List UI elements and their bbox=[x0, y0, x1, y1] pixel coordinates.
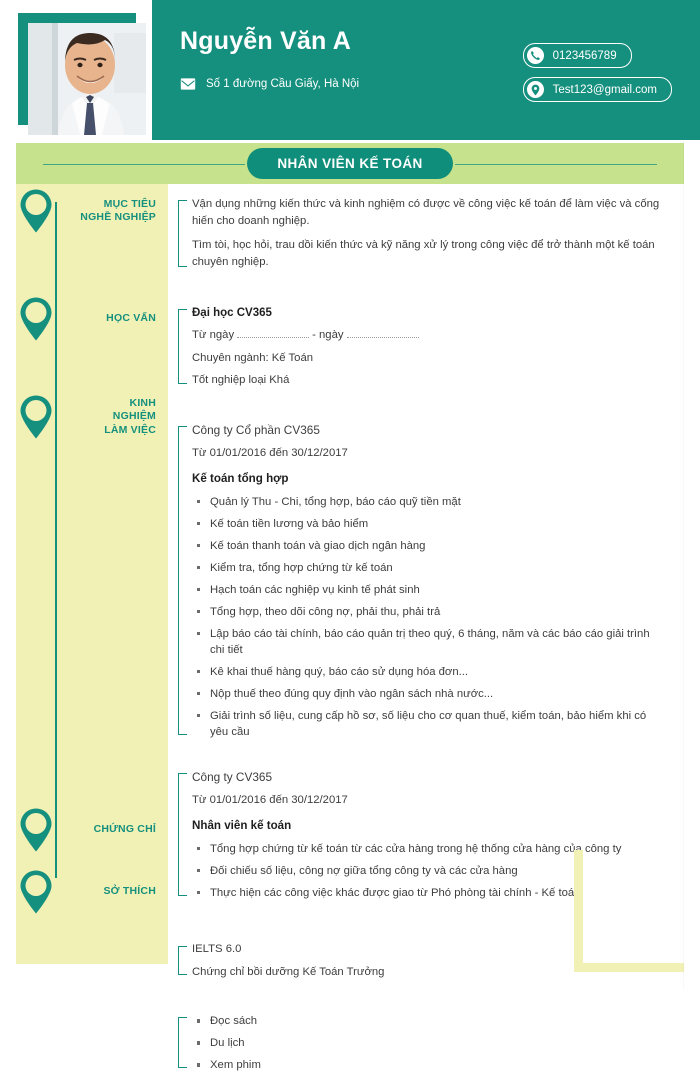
section-objective bbox=[176, 196, 666, 272]
map-pin-icon bbox=[16, 188, 56, 234]
experience-period: Từ 01/01/2016 đến 30/12/2017 bbox=[192, 446, 348, 459]
map-pin-icon bbox=[16, 296, 56, 342]
sidebar-item-education[interactable] bbox=[16, 296, 168, 342]
section-bracket bbox=[178, 200, 187, 267]
education-major: Chuyên ngành: Kế Toán bbox=[192, 351, 314, 364]
experience-duty-list bbox=[192, 494, 666, 740]
spacer bbox=[176, 743, 666, 769]
section-bracket bbox=[178, 773, 187, 896]
job-title: NHÂN VIÊN KẾ TOÁN bbox=[247, 148, 452, 180]
sidebar-item-label: KINH NGHIỆM LÀM VIỆC bbox=[104, 396, 156, 436]
sidebar-item-label: CHỨNG CHỈ bbox=[93, 823, 156, 836]
list-item: Quản lý Thu - Chi, tổng hợp, báo cáo quỹ tiền mặt bbox=[192, 494, 666, 510]
list-item: Du lịch bbox=[192, 1035, 666, 1051]
job-title-banner bbox=[16, 143, 684, 184]
cv-header bbox=[0, 0, 700, 140]
certificate-item: Chứng chỉ bồi dưỡng Kế Toán Trưởng bbox=[192, 965, 385, 978]
education-dates bbox=[192, 328, 666, 344]
spacer bbox=[176, 392, 666, 422]
certificate-item: IELTS 6.0 bbox=[192, 942, 242, 955]
phone-value: 0123456789 bbox=[552, 49, 617, 62]
experience-duty-list bbox=[192, 841, 666, 901]
list-item: Tổng hợp chứng từ kế toán từ các cửa hàng trong hệ thống cửa hàng của công ty bbox=[192, 841, 666, 857]
sidebar-item-label: MỤC TIÊU NGHỀ NGHIỆP bbox=[80, 197, 156, 223]
sidebar-item-experience[interactable] bbox=[16, 394, 168, 440]
objective-paragraph: Tìm tòi, học hỏi, trau dồi kiến thức và kỹ năng xử lý trong công việc để trở thành một kế toán chuyên nghiệp. bbox=[192, 239, 655, 269]
section-experience-1 bbox=[176, 422, 666, 740]
sidebar-item-label: HỌC VẤN bbox=[106, 312, 156, 325]
avatar bbox=[28, 23, 146, 135]
list-item: Xem phim bbox=[192, 1057, 666, 1073]
education-school: Đại học CV365 bbox=[192, 306, 272, 319]
education-date-prefix: Từ ngày bbox=[192, 328, 235, 341]
address-text: Số 1 đường Cầu Giấy, Hà Nội bbox=[206, 78, 360, 90]
experience-role: Nhân viên kế toán bbox=[192, 819, 292, 833]
list-item: Kế toán thanh toán và giao dịch ngân hàng bbox=[192, 538, 666, 554]
profile-photo-illustration bbox=[28, 23, 146, 135]
banner-rule-right bbox=[455, 164, 657, 165]
phone-icon bbox=[527, 47, 544, 64]
sidebar bbox=[16, 184, 168, 964]
experience-period: Từ 01/01/2016 đến 30/12/2017 bbox=[192, 793, 348, 806]
header-main bbox=[152, 0, 700, 140]
spacer bbox=[176, 983, 666, 1013]
date-dots-end bbox=[347, 328, 419, 338]
list-item: Kiểm tra, tổng hợp chứng từ kế toán bbox=[192, 560, 666, 576]
list-item: Hạch toán các nghiệp vụ kinh tế phát sinh bbox=[192, 582, 666, 598]
cv-body bbox=[0, 184, 700, 1076]
list-item: Tổng hợp, theo dõi công nợ, phải thu, phải trả bbox=[192, 604, 666, 620]
list-item: Kê khai thuế hàng quý, báo cáo sử dụng hóa đơn... bbox=[192, 664, 666, 680]
section-bracket bbox=[178, 309, 187, 385]
list-item: Đọc sách bbox=[192, 1013, 666, 1029]
date-dots-start bbox=[237, 328, 309, 338]
mail-icon bbox=[180, 78, 196, 91]
contact-list bbox=[523, 43, 672, 102]
location-pin-icon bbox=[527, 81, 544, 98]
main-content bbox=[168, 184, 700, 1076]
section-bracket bbox=[178, 946, 187, 976]
spacer bbox=[176, 904, 666, 942]
sidebar-item-hobbies[interactable] bbox=[16, 869, 168, 915]
section-education bbox=[176, 305, 666, 390]
section-hobbies bbox=[176, 1013, 666, 1073]
email-value: Test123@gmail.com bbox=[552, 83, 657, 96]
email-pill[interactable] bbox=[523, 77, 672, 102]
hobby-list bbox=[192, 1013, 666, 1073]
section-certificates bbox=[176, 942, 666, 981]
list-item: Lập báo cáo tài chính, báo cáo quản trị theo quý, 6 tháng, năm và các báo cáo giải trình chi tiết bbox=[192, 626, 666, 658]
sidebar-item-certificates[interactable] bbox=[16, 807, 168, 853]
section-experience-2 bbox=[176, 769, 666, 901]
spacer bbox=[176, 275, 666, 305]
experience-role: Kế toán tổng hợp bbox=[192, 472, 289, 486]
section-bracket bbox=[178, 1017, 187, 1068]
section-bracket bbox=[178, 426, 187, 735]
map-pin-icon bbox=[16, 394, 56, 440]
sidebar-item-objective[interactable] bbox=[16, 188, 168, 234]
education-date-separator: - ngày bbox=[312, 328, 344, 341]
list-item: Kế toán tiền lương và bảo hiểm bbox=[192, 516, 666, 532]
phone-pill[interactable] bbox=[523, 43, 632, 68]
photo-container bbox=[0, 0, 152, 140]
page-title: Nguyễn Văn A bbox=[180, 27, 351, 55]
experience-company: Công ty Cổ phần CV365 bbox=[192, 423, 320, 438]
sidebar-item-label: SỞ THÍCH bbox=[103, 885, 156, 898]
list-item: Thực hiện các công việc khác được giao từ Phó phòng tài chính - Kế toán bbox=[192, 885, 666, 901]
experience-company: Công ty CV365 bbox=[192, 770, 273, 785]
objective-paragraph: Vận dụng những kiến thức và kinh nghiệm có được về công việc kế toán để làm việc và cống hiến cho doanh nghiệp. bbox=[192, 198, 660, 228]
list-item: Giải trình số liệu, cung cấp hồ sơ, số liệu cho cơ quan thuế, kiểm toán, bảo hiểm khi có yêu cầu bbox=[192, 708, 666, 740]
list-item: Nộp thuế theo đúng quy định vào ngân sách nhà nước... bbox=[192, 686, 666, 702]
map-pin-icon bbox=[16, 869, 56, 915]
education-grade: Tốt nghiệp loại Khá bbox=[192, 374, 290, 387]
map-pin-icon bbox=[16, 807, 56, 853]
banner-rule-left bbox=[43, 164, 245, 165]
list-item: Đối chiếu số liệu, công nợ giữa tổng công ty và các cửa hàng bbox=[192, 863, 666, 879]
